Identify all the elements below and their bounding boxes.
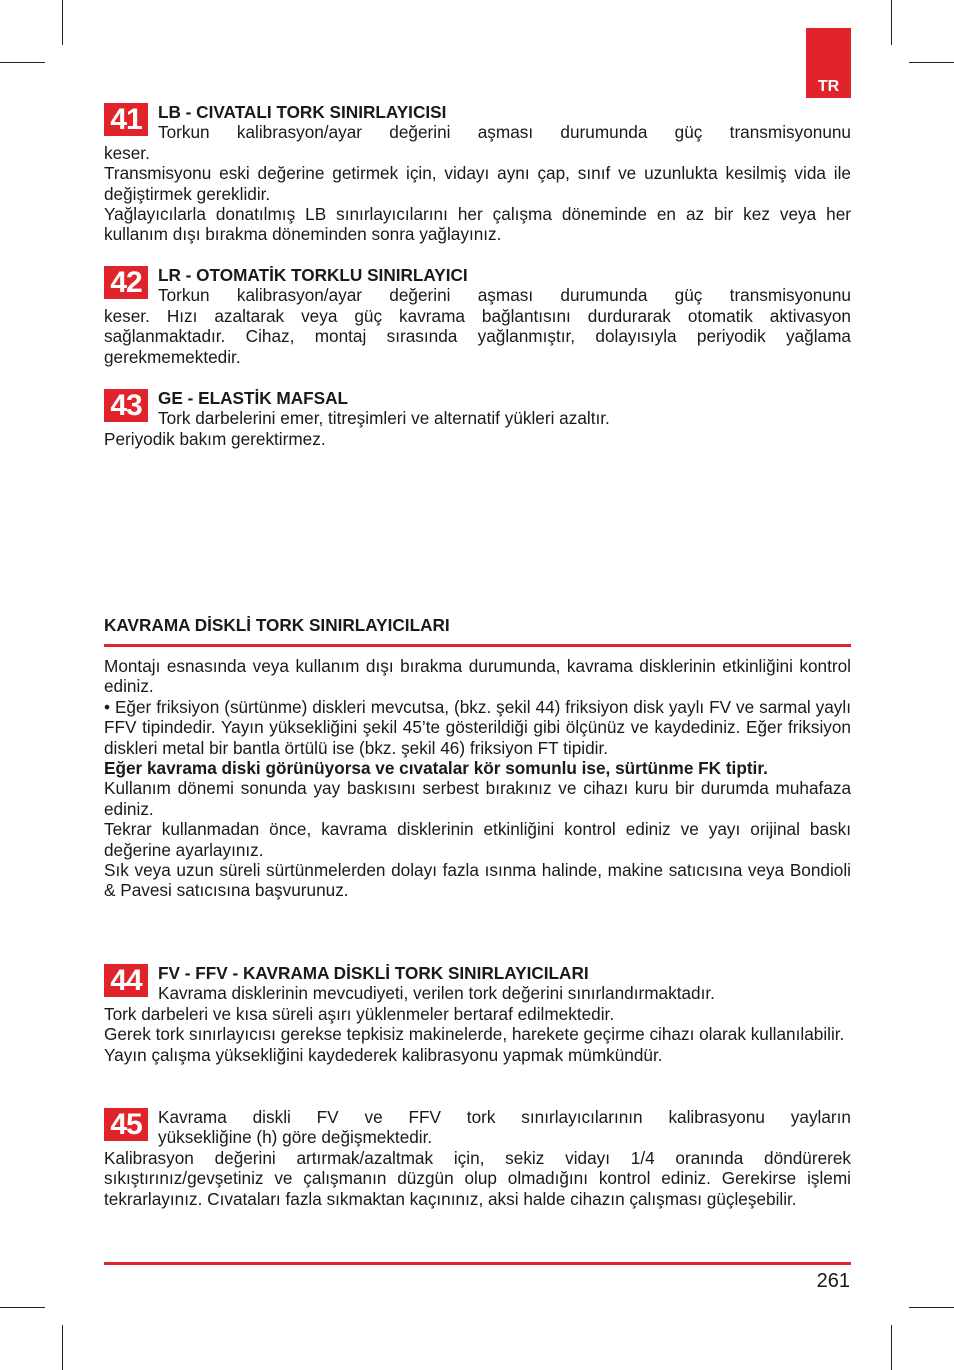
section-first-line: Kavrama diskli FV ve FFV tork sınırlayıcılarının kalibrasyonu yayların [158,1107,851,1127]
paragraph: Kullanım dönemi sonunda yay baskısını serbest bırakınız ve cihazı kuru bir durumda muhafaza ediniz. [104,778,851,819]
language-tab: TR [806,28,851,98]
bold-paragraph: Eğer kavrama diski görünüyorsa ve cıvatalar kör somunlu ise, sürtünme FK tiptir. [104,758,768,779]
section-first-line: Torkun kalibrasyon/ayar değerini aşması durumunda güç transmisyonunu [158,285,851,306]
section-number-45: 45 [104,1108,148,1141]
crop-mark [891,0,892,45]
section-first-line: Torkun kalibrasyon/ayar değerini aşması durumunda güç transmisyonunu [158,122,851,143]
footer-rule [104,1262,851,1265]
section-number-42: 42 [104,266,148,299]
paragraph: Gerek tork sınırlayıcısı gerekse tepkisiz makinelerde, harekete geçirme cihazı olarak kullanılabilir. [104,1024,845,1045]
section-number-41: 41 [104,103,148,136]
section-45 [104,1107,851,1209]
heading-rule [104,644,851,647]
section-title: LR - OTOMATİK TORKLU SINIRLAYICI [158,265,468,285]
section-41 [104,102,851,245]
crop-mark [891,1325,892,1370]
paragraph: Kalibrasyon değerini artırmak/azaltmak için, sekiz vidayı 1/4 oranında döndürerek sıkıştırınız/gevşetiniz ve çalışmanın düzgün olup olmadığını kontrol ediniz. Gerekirse işlemi tekrarlayınız. Cıvataları fazla sıkmaktan kaçınınız, aksi halde cihazın çalışması güçleşebilir. [104,1147,851,1209]
section-heading: KAVRAMA DİSKLİ TORK SINIRLAYICILARI [104,615,450,635]
paragraph: Yayın çalışma yüksekliğini kaydederek kalibrasyonu yapmak mümkündür. [104,1044,663,1065]
paragraph: Tork darbeleri ve kısa süreli aşırı yüklenmeler bertaraf edilmektedir. [104,1003,615,1024]
crop-mark [0,1307,45,1308]
paragraph: keser. Hızı azaltarak veya güç kavrama bağlantısını durdurarak otomatik aktivasyon sağlanmaktadır. Cihaz, montaj sırasında yağlanmıştır, dolayısıyla periyodik yağlama gerekmemektedir. [104,305,851,367]
paragraph: Montajı esnasında veya kullanım dışı bırakma durumunda, kavrama disklerinin etkinliğini kontrol ediniz. [104,656,851,697]
section-number-43: 43 [104,389,148,422]
section-title: LB - CIVATALI TORK SINIRLAYICISI [158,102,447,122]
section-title: FV - FFV - KAVRAMA DİSKLİ TORK SINIRLAYICILARI [158,963,589,983]
paragraph: Yağlayıcılarla donatılmış LB sınırlayıcılarını her çalışma döneminde en az bir kez veya her kullanım dışı bırakma döneminden sonra yağlayınız. [104,204,851,245]
paragraph: Sık veya uzun süreli sürtünmelerden dolayı fazla ısınma halinde, makine satıcısına veya Bondioli & Pavesi satıcısına başvurunuz. [104,860,851,901]
crop-mark [62,0,63,45]
paragraph: • Eğer friksiyon (sürtünme) diskleri mevcutsa, (bkz. şekil 44) friksiyon disk yaylı FV ve sarmal yaylı FFV tipindedir. Yayın yüksekliğini şekil 45’te gösterildiği gibi ölçünüz ve kaydediniz. Eğer friksiyon diskleri metal bir bantla örtülü ise (bkz. şekil 46) friksiyon FT tipidir. [104,696,851,758]
section-first-line: Kavrama disklerinin mevcudiyeti, verilen tork değerini sınırlandırmaktadır. [158,983,715,1004]
crop-mark [62,1325,63,1370]
section-first-line: Tork darbelerini emer, titreşimleri ve alternatif yükleri azaltır. [158,408,610,429]
crop-mark [909,62,954,63]
paragraph: Transmisyonu eski değerine getirmek için, vidayı aynı çap, sınıf ve uzunlukta kesilmiş vida ile değiştirmek gereklidir. [104,163,851,204]
paragraph: Tekrar kullanmadan önce, kavrama disklerinin etkinliğini kontrol ediniz ve yayı orijinal baskı değerine ayarlayınız. [104,819,851,860]
section-42 [104,265,851,367]
page-number: 261 [816,1270,850,1292]
crop-mark [0,62,45,63]
section-title: GE - ELASTİK MAFSAL [158,388,349,408]
section-44 [104,963,851,1065]
section-second-line: yüksekliğine (h) göre değişmektedir. [158,1127,433,1148]
paragraph: keser. [104,142,150,163]
section-43 [104,388,851,449]
paragraph: Periyodik bakım gerektirmez. [104,428,326,449]
kavrama-section [104,656,851,901]
crop-mark [909,1307,954,1308]
section-number-44: 44 [104,964,148,997]
